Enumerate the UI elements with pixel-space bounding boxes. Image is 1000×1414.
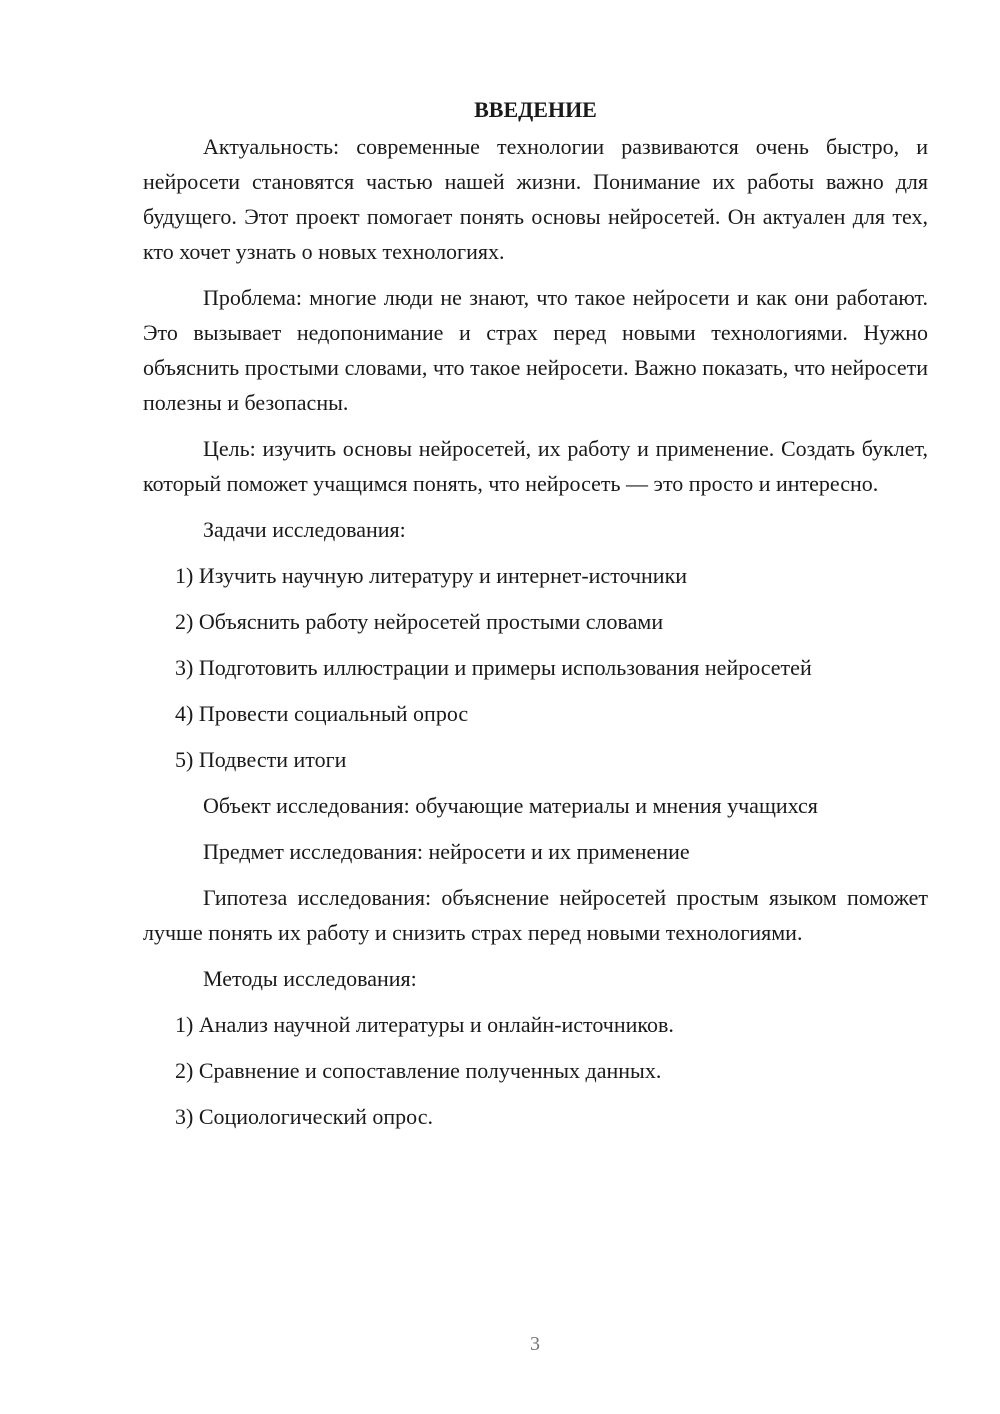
task-item: 3) Подготовить иллюстрации и примеры использования нейросетей <box>175 655 812 680</box>
research-subject: Предмет исследования: нейросети и их применение <box>203 839 690 864</box>
method-item: 3) Социологический опрос. <box>175 1104 433 1129</box>
research-object: Объект исследования: обучающие материалы и мнения учащихся <box>203 793 818 818</box>
method-item: 1) Анализ научной литературы и онлайн-источников. <box>175 1012 674 1037</box>
task-item: 4) Провести социальный опрос <box>175 701 469 726</box>
methods-heading: Методы исследования: <box>203 966 417 991</box>
task-item: 2) Объяснить работу нейросетей простыми словами <box>175 609 664 634</box>
task-item: 5) Подвести итоги <box>175 747 347 772</box>
page-title: ВВЕДЕНИЕ <box>474 97 597 122</box>
hypothesis-paragraph: Гипотеза исследования: объяснение нейросетей простым языком поможет лучше понять их работу и снизить страх перед новыми технологиями. <box>143 885 928 945</box>
tasks-heading: Задачи исследования: <box>203 517 406 542</box>
problem-paragraph: Проблема: многие люди не знают, что такое нейросети и как они работают. Это вызывает недопонимание и страх перед новыми технологиями. Нужно объяснить простыми словами, что такое нейросети. Важно показать, что нейросети полезны и безопасны. <box>143 285 928 415</box>
task-item: 1) Изучить научную литературу и интернет-источники <box>175 563 688 588</box>
method-item: 2) Сравнение и сопоставление полученных данных. <box>175 1058 662 1083</box>
document-page <box>143 92 928 1145</box>
relevance-paragraph: Актуальность: современные технологии развиваются очень быстро, и нейросети становятся частью нашей жизни. Понимание их работы важно для будущего. Этот проект помогает понять основы нейросетей. Он актуален для тех, кто хочет узнать о новых технологиях. <box>143 134 928 264</box>
page-number: 3 <box>530 1333 540 1355</box>
goal-paragraph: Цель: изучить основы нейросетей, их работу и применение. Создать буклет, который поможет учащимся понять, что нейросеть — это просто и интересно. <box>143 436 928 496</box>
